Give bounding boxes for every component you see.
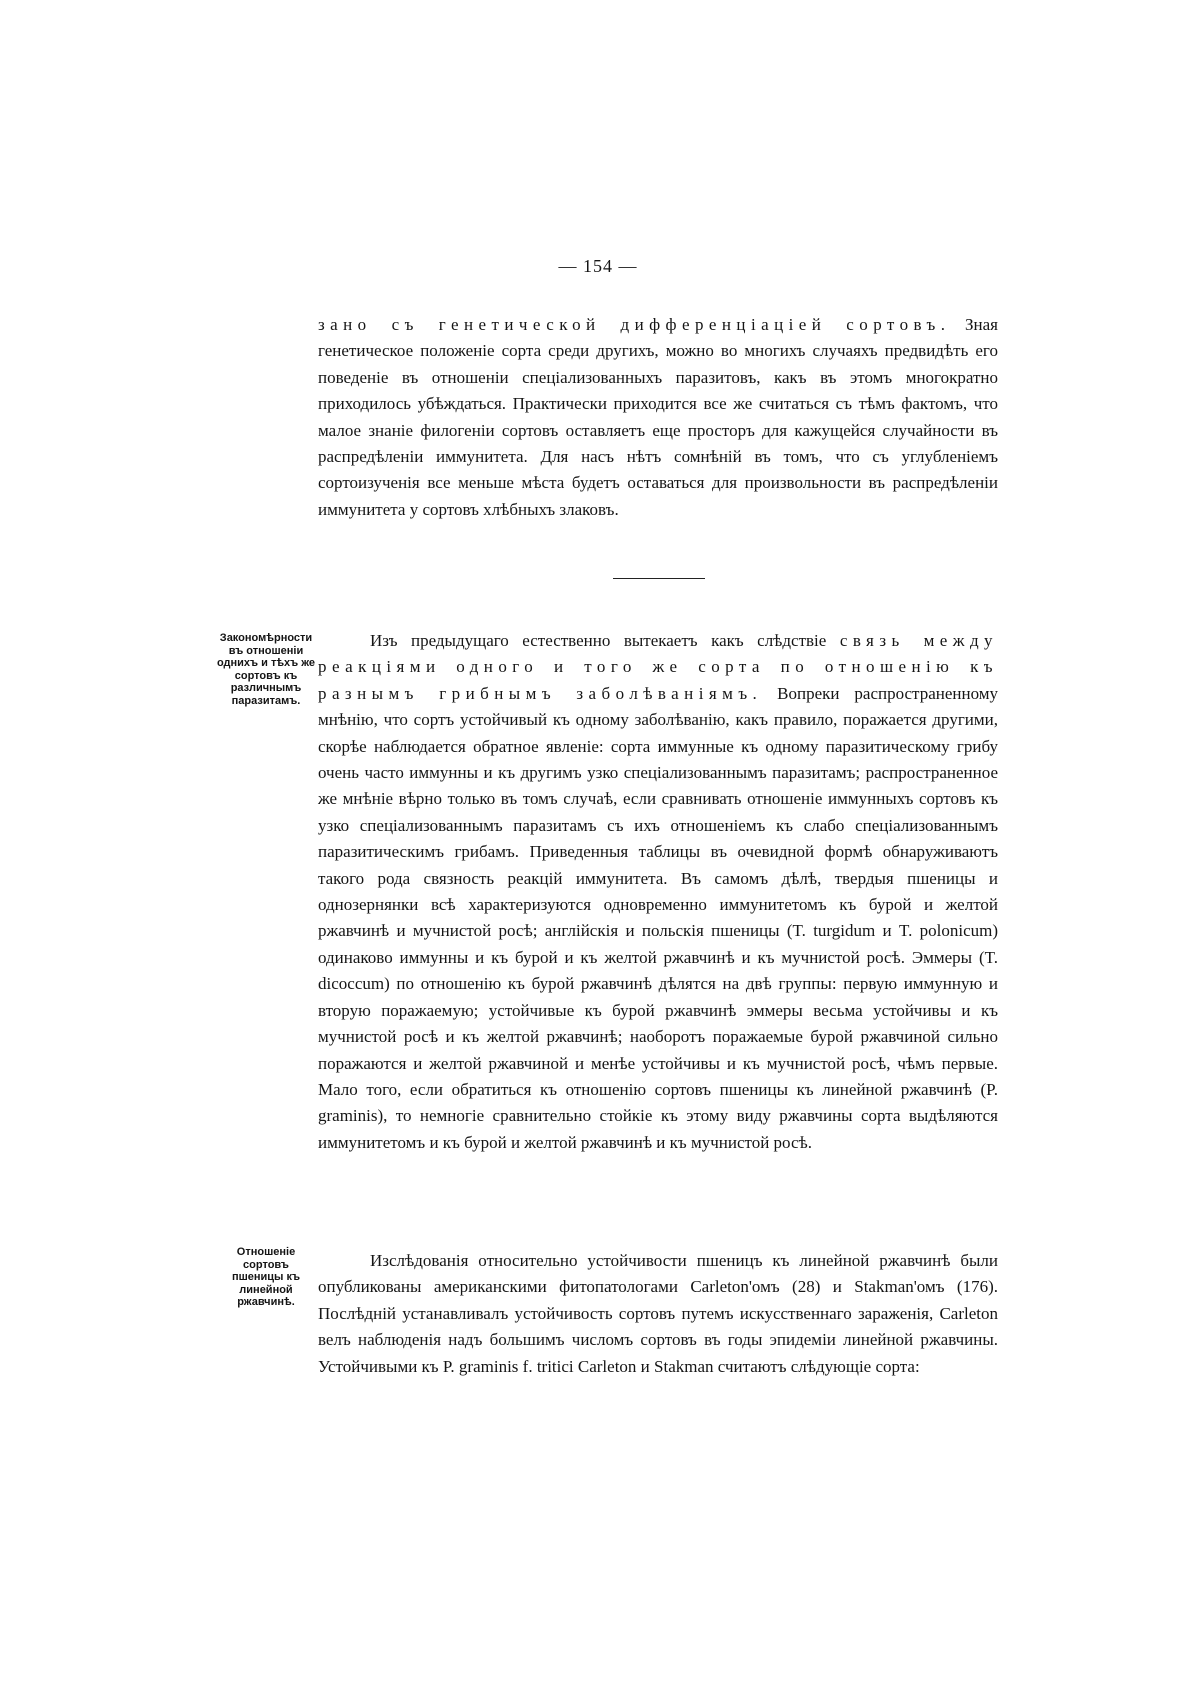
margin-note-regularities: Закономѣрности въ отношеніи однихъ и тѣхъ же сортовъ къ различнымъ паразитамъ.	[216, 632, 316, 707]
spaced-emphasis: зано съ генетической дифференціаціей сортовъ.	[318, 315, 951, 334]
paragraph-stem-rust-research	[318, 1248, 998, 1380]
section-divider	[613, 578, 705, 579]
paragraph-genetic-differentiation	[318, 312, 998, 523]
paragraph-lead: Изъ предыдущаго естественно вытекаетъ какъ слѣдствіе	[370, 631, 827, 650]
paragraph-text: Вопреки распространенному мнѣнію, что сортъ устойчивый къ одному заболѣванію, какъ правило, поражается другими, скорѣе наблюдается обратное явленіе: сорта иммунные къ одному паразитическому грибу очень часто иммунны и къ другимъ узко спеціализованнымъ паразитамъ; распространенное же мнѣніе вѣрно только въ томъ случаѣ, если сравнивать отношеніе иммунныхъ сортовъ къ узко спеціализованнымъ паразитамъ съ ихъ отношеніемъ къ слабо спеціализованнымъ паразитическимъ грибамъ. Приведенныя таблицы въ очевидной формѣ обнаруживаютъ такого рода связность реакцій иммунитета. Въ самомъ дѣлѣ, твердыя пшеницы и однозернянки всѣ характеризуются одновременно иммунитетомъ къ бурой и желтой ржавчинѣ и мучнистой росѣ; англійскія и польскія пшеницы (T. turgidum и T. polonicum) одинаково иммунны и къ бурой и къ желтой ржавчинѣ и къ мучнистой росѣ. Эммеры (T. dicoccum) по отношенію къ бурой ржавчинѣ дѣлятся на двѣ группы: первую иммунную и вторую поражаемую; устойчивые къ бурой ржавчинѣ эммеры весьма устойчивы и къ мучнистой росѣ и къ желтой ржавчинѣ; наоборотъ поражаемые бурой ржавчиной сильно поражаются и желтой ржавчиной и менѣе устойчивы и къ мучнистой росѣ, чѣмъ первые. Мало того, если обратиться къ отношенію сортовъ пшеницы къ линейной ржавчинѣ (P. graminis), то немногіе сравнительно стойкіе къ этому виду ржавчины сорта выдѣляются иммунитетомъ и къ бурой и желтой ржавчинѣ и къ мучнистой росѣ.	[318, 683, 999, 1152]
paragraph-immunity-correlation	[318, 628, 998, 1156]
paragraph-text: Зная генетическое положеніе сорта среди другихъ, можно во многихъ случаяхъ предвидѣть его поведеніе въ отношеніи спеціализованныхъ паразитовъ, какъ въ этомъ многократно приходилось убѣждаться. Практически приходится все же считаться съ тѣмъ фактомъ, что малое знаніе филогеніи сортовъ оставляетъ еще просторъ для кажущейся случайности въ распредѣленіи иммунитета. Для насъ нѣтъ сомнѣній въ томъ, что съ углубленіемъ сортоизученія все меньше мѣста будетъ оставаться для произвольности въ распредѣленіи иммунитета у сортовъ хлѣбныхъ злаковъ.	[318, 315, 998, 519]
spaced-emphasis: связь между реакціями одного и того же сорта по отношенію къ разнымъ грибнымъ заболѣваніямъ.	[318, 631, 998, 703]
paragraph-text: Изслѣдованія относительно устойчивости пшеницъ къ линейной ржавчинѣ были опубликованы американскими фитопатологами Carleton'омъ (28) и Stakman'омъ (176). Послѣдній устанавливалъ устойчивость сортовъ путемъ искусственнаго зараженія, Carleton велъ наблюденія надъ большимъ числомъ сортовъ въ годы эпидеміи линейной ржавчины. Устойчивыми къ P. graminis f. tritici Carleton и Stakman считаютъ слѣдующіе сорта:	[318, 1251, 998, 1376]
page-number: — 154 —	[558, 256, 638, 276]
margin-note-stem-rust: Отношеніе сортовъ пшеницы къ линейной ржавчинѣ.	[231, 1246, 301, 1309]
